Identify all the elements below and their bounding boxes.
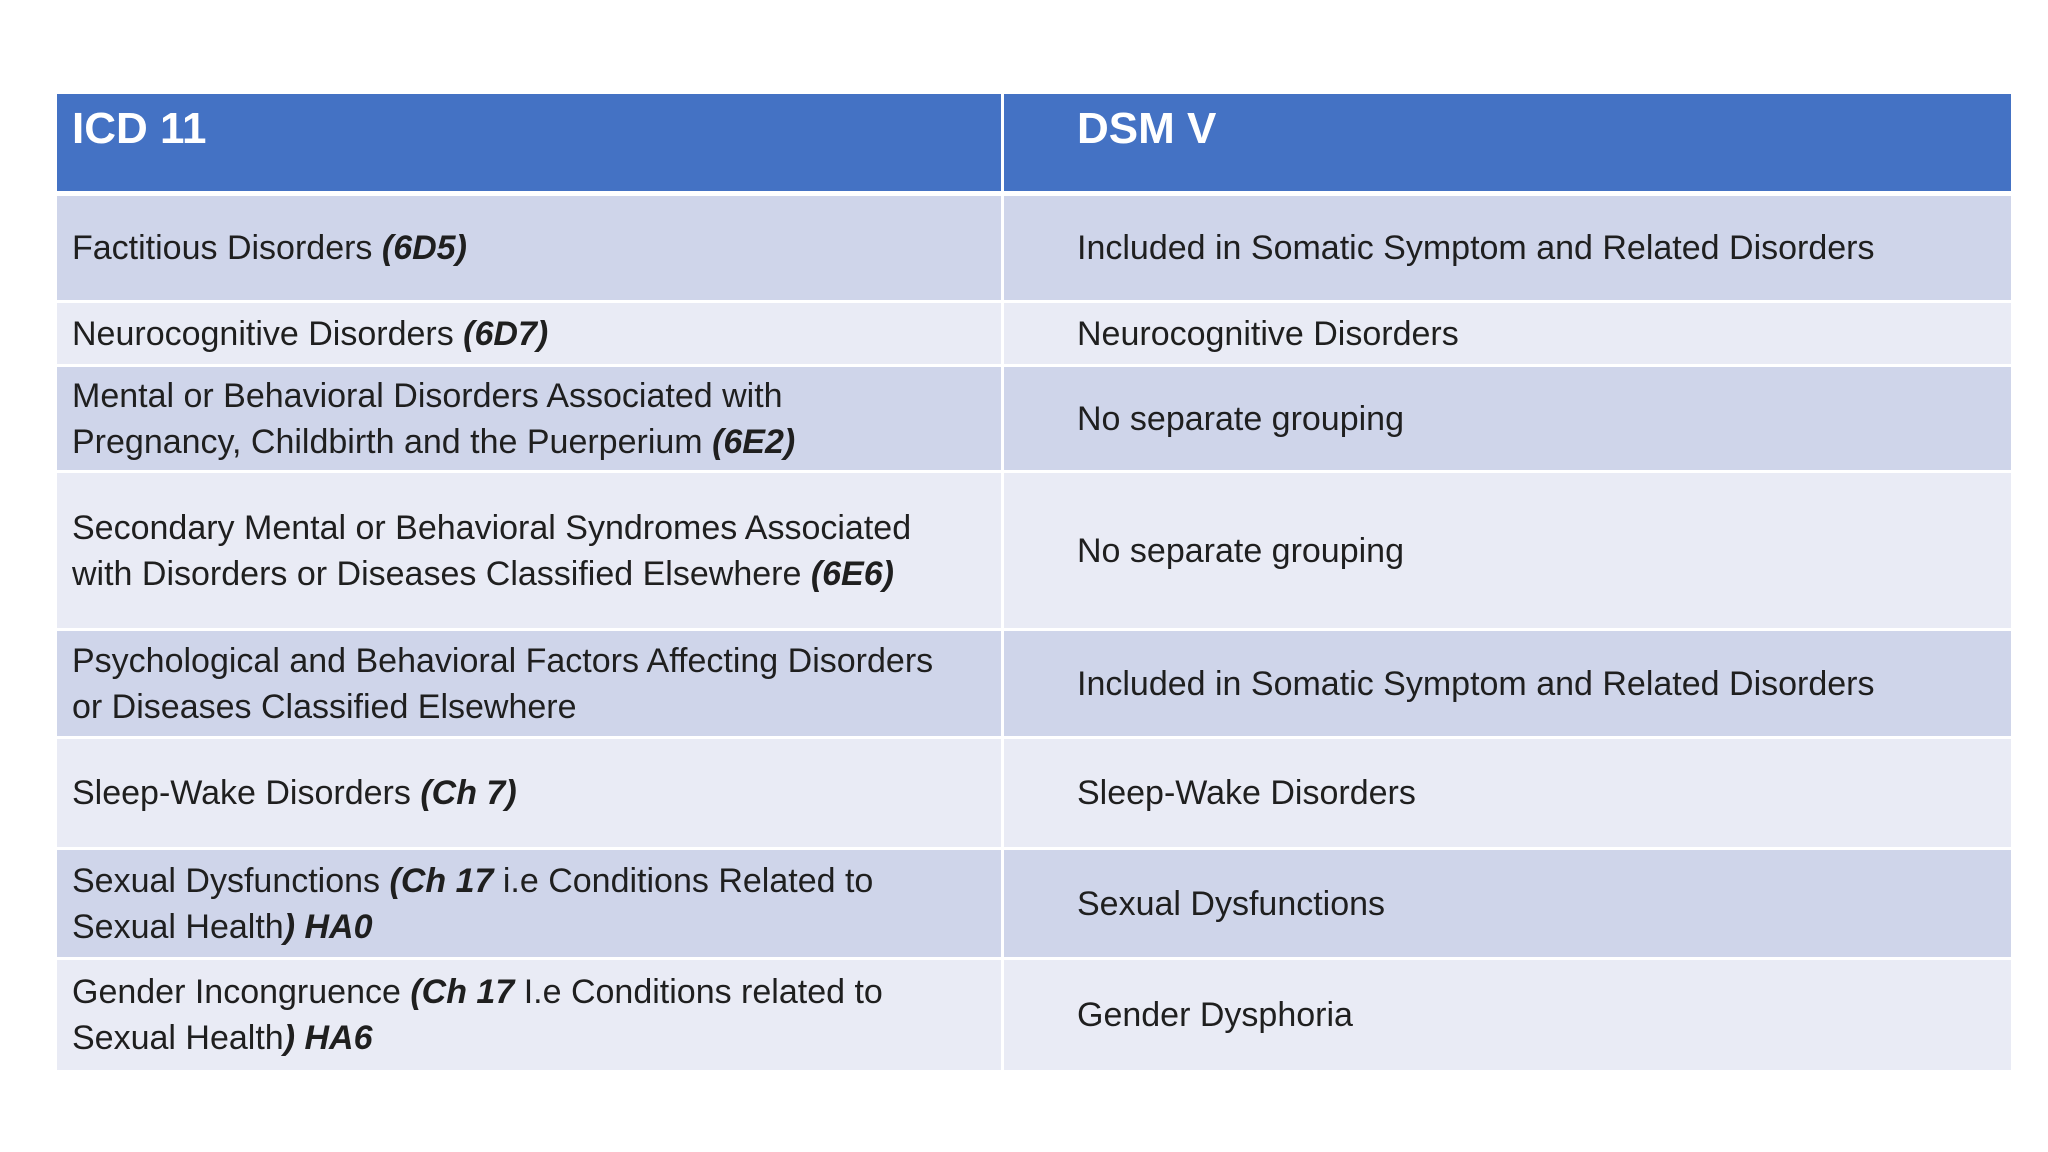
icd-code: (Ch 17 <box>389 861 494 900</box>
icd-code: ) HA6 <box>283 1019 373 1057</box>
icd-note: I.e Conditions related to Sexual Health <box>72 973 883 1057</box>
icd-entry <box>72 858 961 950</box>
table-row-icd <box>57 303 1004 367</box>
dsm-entry: Included in Somatic Symptom and Related Disorders <box>1077 664 1875 703</box>
table-row-dsm <box>1004 739 2011 850</box>
table-row-dsm <box>1004 473 2011 631</box>
header-icd11-label: ICD 11 <box>72 104 207 153</box>
icd-entry <box>72 770 517 816</box>
header-dsm5-label: DSM V <box>1077 104 1217 153</box>
icd-entry <box>72 225 467 271</box>
icd-code: (6E2) <box>712 422 796 461</box>
dsm-entry: Gender Dysphoria <box>1077 996 1353 1034</box>
dsm-entry: No separate grouping <box>1077 531 1405 570</box>
icd-entry <box>72 969 961 1061</box>
icd-code: (Ch 7) <box>420 774 517 812</box>
icd-name: Sleep-Wake Disorders <box>72 774 421 812</box>
icd-name: Mental or Behavioral Disorders Associated with Pregnancy, Childbirth and the Puerperium <box>72 376 783 461</box>
table-row-icd <box>57 196 1004 303</box>
dsm-entry: No separate grouping <box>1077 399 1405 438</box>
table-row-dsm <box>1004 367 2011 473</box>
icd-code: (6E6) <box>810 554 894 593</box>
icd-name: Psychological and Behavioral Factors Affecting Disorders or Diseases Classified Elsewhere <box>72 641 934 726</box>
icd-name: Neurocognitive Disorders <box>72 314 464 353</box>
table-row-dsm <box>1004 850 2011 960</box>
table-row-icd <box>57 960 1004 1070</box>
table-row-dsm <box>1004 303 2011 367</box>
icd-note: i.e Conditions Related to Sexual Health <box>72 861 874 946</box>
dsm-entry: Included in Somatic Symptom and Related Disorders <box>1077 229 1875 267</box>
icd-code: (6D7) <box>463 314 549 353</box>
icd-name: Gender Incongruence <box>72 973 411 1011</box>
dsm-entry: Sleep-Wake Disorders <box>1077 774 1416 812</box>
header-icd11 <box>57 94 1004 196</box>
icd-code: (6D5) <box>381 229 467 267</box>
icd-name: Factitious Disorders <box>72 229 382 267</box>
icd-code: ) HA0 <box>283 907 373 946</box>
header-dsm5 <box>1004 94 2011 196</box>
icd-code: (Ch 17 <box>410 973 515 1011</box>
icd-name: Secondary Mental or Behavioral Syndromes Associated with Disorders or Diseases Classified Elsewhere <box>72 508 912 593</box>
table-row-icd <box>57 850 1004 960</box>
table-row-icd <box>57 739 1004 850</box>
icd-name: Sexual Dysfunctions <box>72 861 390 900</box>
icd-entry <box>72 638 961 730</box>
dsm-entry: Sexual Dysfunctions <box>1077 884 1386 923</box>
icd-entry <box>72 311 548 357</box>
table-row-icd <box>57 367 1004 473</box>
dsm-entry: Neurocognitive Disorders <box>1077 314 1459 353</box>
table-row-dsm <box>1004 631 2011 739</box>
table-row-icd <box>57 631 1004 739</box>
icd-entry <box>72 505 961 597</box>
table-row-dsm <box>1004 960 2011 1070</box>
table-row-icd <box>57 473 1004 631</box>
icd-entry <box>72 373 961 465</box>
comparison-table <box>57 94 2011 1070</box>
table-row-dsm <box>1004 196 2011 303</box>
